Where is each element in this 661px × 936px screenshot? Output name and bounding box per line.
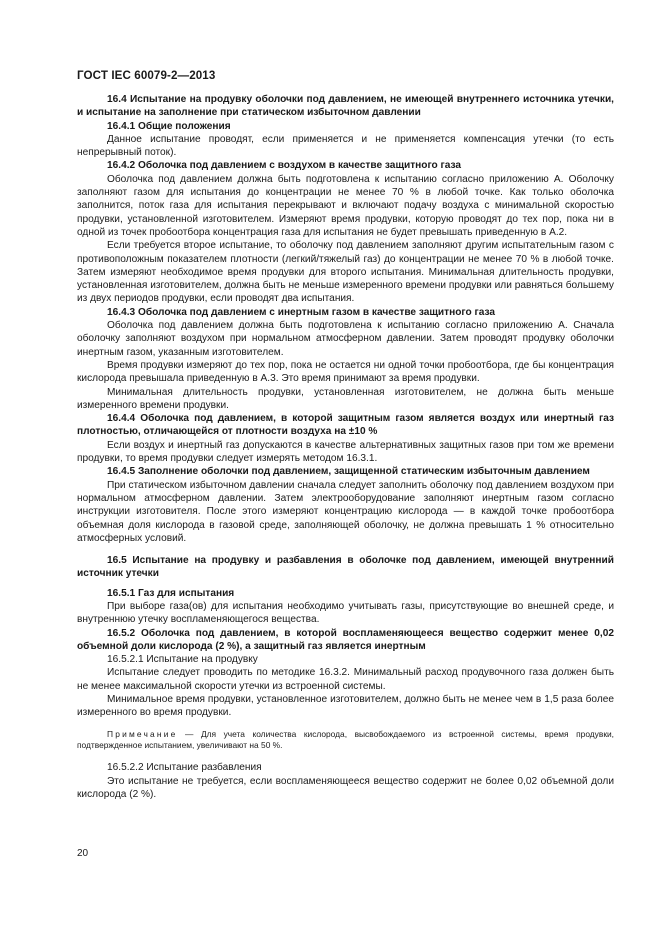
paragraph: 16.5.2.2 Испытание разбавления [107,762,262,774]
paragraph: При статическом избыточном давлении сначала следует заполнить оболочку под давлением воздухом при нормальном атмосферном давлении. Затем электрооборудование заполняют инертным газом согласно инструкции изготовителя. После этого измеряют концентрацию кислорода — в каждой точке пробоотбора объемная доля кислорода в газовой среде, заполняющей оболочку, не должна превышать 1 % относительно атмосферных условий. [77,479,614,544]
section-heading: 16.5.1 Газ для испытания [107,587,235,599]
paragraph: Минимальное время продувки, установленное изготовителем, должно быть не менее чем в 1,5 раза более измеренного во время продувки. [77,694,614,719]
document-body [77,93,614,801]
note-label: Примечание [107,728,178,739]
paragraph: Минимальная длительность продувки, установленная изготовителем, не должна быть меньше измеренного времени продувки. [77,386,614,411]
section-heading: 16.5.2 Оболочка под давлением, в которой воспламеняющееся вещество содержит менее 0,02 объемной доли кислорода (2 %), а защитный газ является инертным [77,627,614,652]
section-heading: 16.4.5 Заполнение оболочки под давлением, защищенной статическим избыточным давлением [107,466,590,478]
paragraph: При выборе газа(ов) для испытания необходимо учитывать газы, присутствующие во внешней среде, и внутреннюю утечку воспламеняющегося вещества. [77,600,614,626]
paragraph: Оболочка под давлением должна быть подготовлена к испытанию согласно приложению А. Сначала оболочку заполняют воздухом при нормальном атмосферном давлении. Затем проводят продувку оболочки инертным газом, указанным изготовителем. [77,320,614,358]
paragraph: Время продувки измеряют до тех пор, пока не остается ни одной точки пробоотбора, где бы концентрация кислорода превышала приведенную в А.3. Это время принимают за время продувки. [77,359,614,385]
paragraph: Если воздух и инертный газ допускаются в качестве альтернативных защитных газов при том же времени продувки, то время продувки следует измерять методом 16.3.1. [77,439,614,465]
paragraph: Оболочка под давлением должна быть подготовлена к испытанию согласно приложению А. Оболочку заполняют газом для испытания до концентрации не менее 70 % в любой точке. Как только оболочка заполнится, поток газа для испытания перекрывают и включают подачу воздуха с минимальной скоростью продувки, установленной изготовителем. Измеряют время продувки, которую проводят до тех пор, пока ни в одной из точек пробоотбора концентрация газа для испытания не будет превышать приведенную в А.2. [77,173,614,238]
paragraph: Если требуется второе испытание, то оболочку под давлением заполняют другим испытательным газом с противоположным показателем плотности (легкий/тяжелый газ) до концентрации не менее 70 % в любой точке. Затем измеряют необходимое время продувки для второго испытания. Минимальная длительность продувки, установленная изготовителем, должна быть не меньше измеренного времени продувки или равняться большему из двух периодов продувки, если проводят два испытания. [77,240,614,305]
paragraph: Данное испытание проводят, если применяется и не применяется компенсация утечки (то есть непрерывный поток). [77,133,614,159]
page-number: 20 [77,848,89,859]
paragraph: Это испытание не требуется, если воспламеняющееся вещество содержит не более 0,02 объемной доли кислорода (2 %). [77,775,614,801]
paragraph: Испытание следует проводить по методике 16.3.2. Минимальный расход продувочного газа должен быть не менее максимальной скорости утечки из встроенной системы. [77,667,614,692]
section-heading: 16.4.1 Общие положения [107,120,231,132]
section-heading: 16.4 Испытание на продувку оболочки под давлением, не имеющей внутреннего источника утечки, и испытание на заполнение при статическом избыточном давлении [77,94,614,119]
note [77,729,614,752]
note-text: — Для учета количества кислорода, высвобождаемого из встроенной системы, время продувки, подтвержденное испытанием, увеличивают на 50 %. [77,728,614,751]
section-heading: 16.4.2 Оболочка под давлением с воздухом в качестве защитного газа [107,160,462,172]
paragraph: 16.5.2.1 Испытание на продувку [107,654,258,666]
section-heading: 16.4.4 Оболочка под давлением, в которой защитным газом является воздух или инертный газ плотностью, отличающейся от плотности воздуха на ±10 % [77,413,614,438]
section-heading: 16.5 Испытание на продувку и разбавления в оболочке под давлением, имеющей внутренний источник утечки [77,555,614,580]
section-heading: 16.4.3 Оболочка под давлением с инертным газом в качестве защитного газа [107,306,495,318]
document-header: ГОСТ IEC 60079-2—2013 [77,69,216,82]
